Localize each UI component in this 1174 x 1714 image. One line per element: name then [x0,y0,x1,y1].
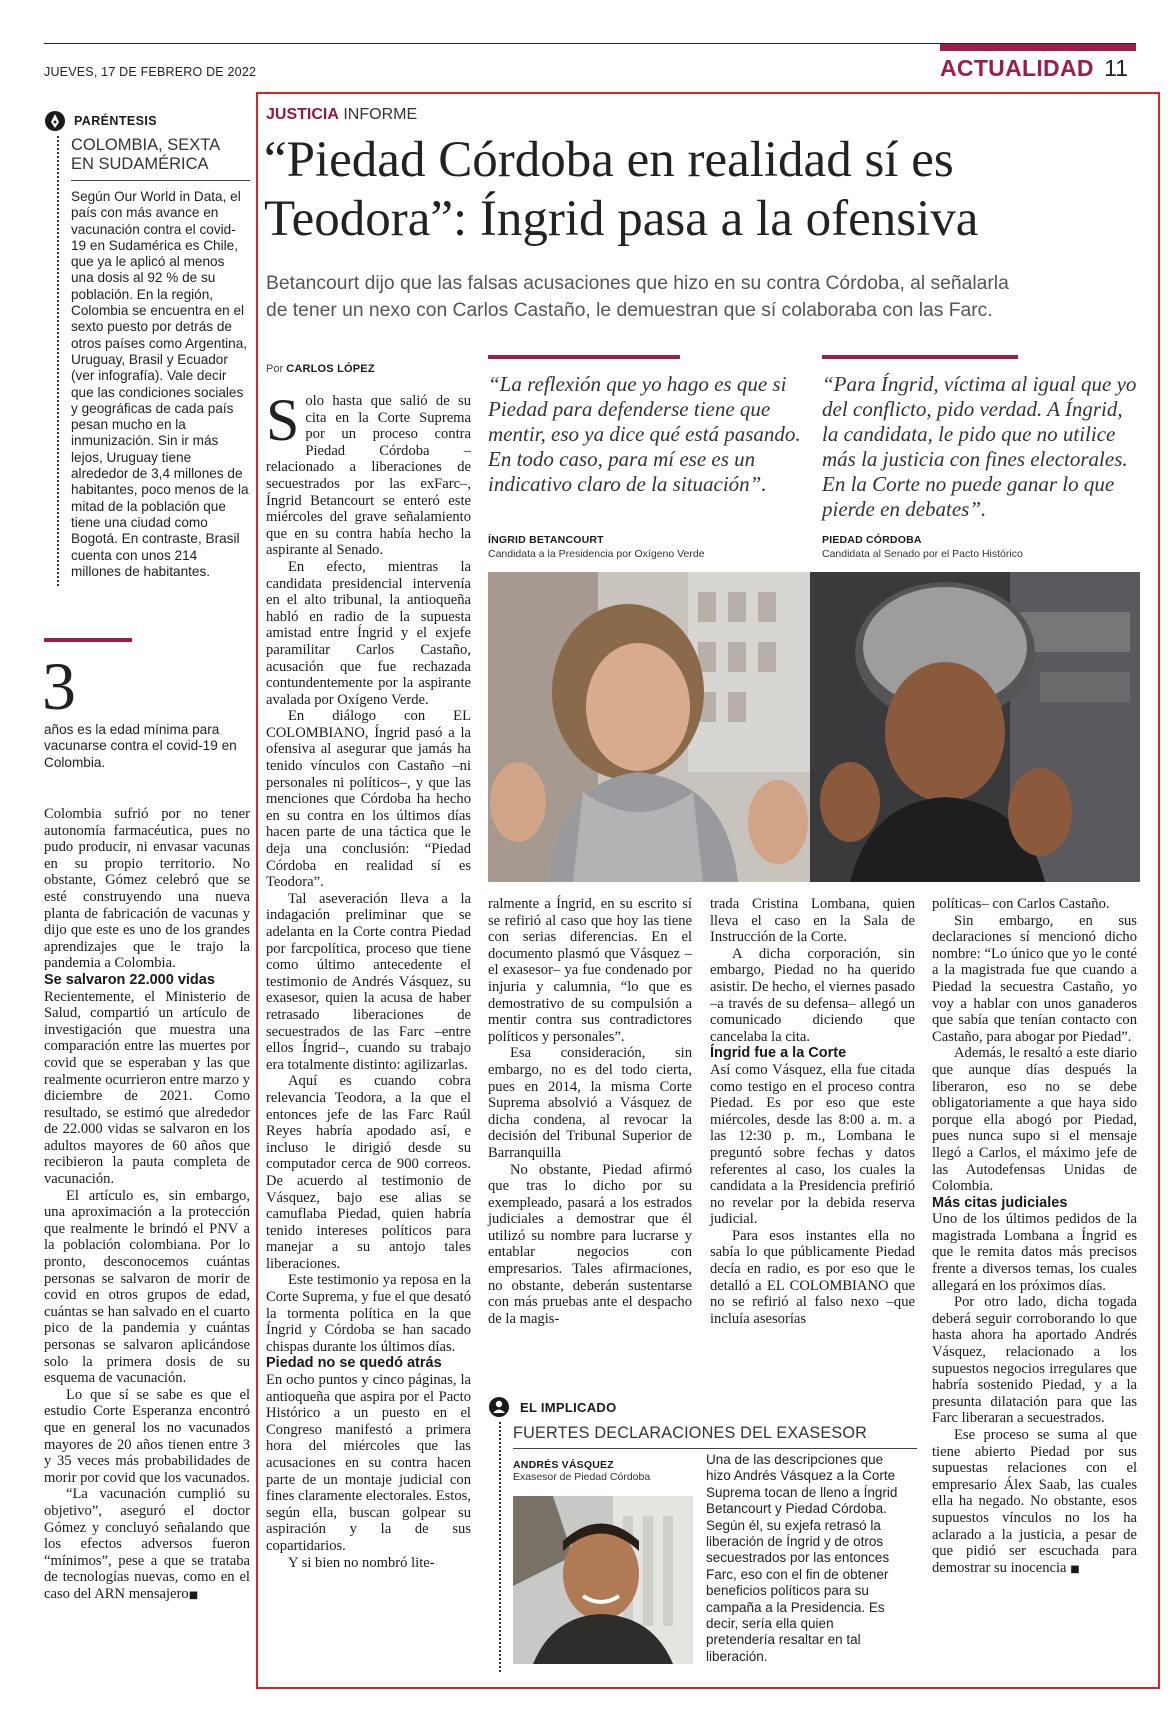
article-paragraph: Aquí es cuando cobra relevancia Teodora, a la que el entonces jefe de las Farc Raúl Reyes habría apodado así, e incluso le dirigió desde su computador cerca de 900 correos. De acuerdo al testimonio de Vásquez, bajo ese alias se camuflaba Piedad, quien habría tenido intereses políticos para manejar a su antojo tales liberaciones. [266,1073,471,1272]
big-number-caption: años es la edad mínima para vacunarse contra el covid-19 en Colombia. [44,722,237,770]
sidebar-column [44,806,250,1605]
kicker-type: INFORME [343,106,418,123]
quote-piedad-name: PIEDAD CÓRDOBA [822,534,922,546]
article-paragraph: ralmente a Íngrid, en su escrito sí se refirió al caso que hoy las tiene con serias diferencias. En el documento plasmó que Vásquez –el exasesor– ya fue condenado por injuria y calumnia, “lo que es demostrativo de su compulsión a mentir contra sus contradictores políticos y personales”. [488,896,692,1045]
byline-author: CARLOS LÓPEZ [286,363,375,375]
photo-ingrid-betancourt [488,572,810,882]
implicado-title-rule [513,1448,917,1449]
article-kicker [266,106,417,124]
article-subhead: Más citas judiciales [932,1194,1068,1211]
sidebar-paragraph: El artículo es, sin embargo, una aproximación a la protección que realmente le brindó el PNV a la población colombiana. Por lo pronto, desconocemos cuántas personas se salvaron de morir de covid en otros grupos de edad, cuántas se han salvado en el cuarto pico de la pandemia y cuántas personas se salvaron aplicándose solo la primera dosis de su esquema de vacunación. [44,1187,250,1387]
article-paragraph: Este testimonio ya reposa en la Corte Suprema, y fue el que desató la tormenta política en la que Íngrid y Córdoba se han sacado chispas durante los últimos días. [266,1272,471,1355]
implicado-role: Exasesor de Piedad Córdoba [513,1471,651,1483]
parentesis-dotted-border [57,136,250,586]
parentesis-box [44,110,250,586]
parentesis-title-line-2: EN SUDAMÉRICA [71,155,209,173]
article-paragraph: Uno de los últimos pedidos de la magistrada Lombana a Íngrid es que le remita datos más precisos frente a diversos temas, los cuales allegará en los próximos días. [932,1211,1137,1294]
header-date: JUEVES, 17 DE FEBRERO DE 2022 [44,65,257,79]
end-mark: ■ [1070,1563,1080,1575]
article-column-4 [932,896,1137,1578]
parentesis-text: Según Our World in Data, el país con más avance en vacunación contra el covid-19 en Sudamérica es Chile, que ya le aplicó al menos una dosis al 92 % de su población. En la región, Colombia se encuentra en el sexto puesto por detrás de otros países como Argentina, Uruguay, Brasil y Ecuador (ver infografía). Vale decir que las condiciones sociales y geográficas de cada país pesan mucho en la inmunización. Sin ir más lejos, Uruguay tiene alrededor de 3,4 millones de habitantes, poco menos de la mitad de la población que tiene una ciudad como Bogotá. En contraste, Brasil cuenta con unos 214 millones de habitantes. [71,189,249,579]
article-paragraph: trada Cristina Lombana, quien lleva el caso en la Sala de Instrucción de la Corte. [710,896,915,946]
article-paragraph: En diálogo con EL COLOMBIANO, Íngrid pasó a la ofensiva al asegurar que jamás ha tenido vínculos con Castaño –ni personales ni políticos–, y que las menciones que Córdoba ha hecho en su contra en los últimos días hacen parte de una táctica que le deja una conclusión: “Piedad Córdoba en realidad sí es Teodora”. [266,708,471,891]
article-paragraph: En efecto, mientras la candidata presidencial intervenía en el alto tribunal, la antioqueña habló en radio de la supuesta amistad entre Íngrid y el exjefe paramilitar Carlos Castaño, acusación que fue rechazada contundentemente por la aspirante avalada por Oxígeno Verde. [266,558,471,708]
quote-ingrid: “La reflexión que yo hago es que si Piedad para defenderse tiene que mentir, eso ya dice qué está pasando. En todo caso, para mí ese es un indicativo claro de la situación”. [488,372,801,496]
quote-piedad-role: Candidata al Senado por el Pacto Histórico [822,548,1023,560]
drop-cap: S [266,387,300,453]
implicado-box [488,1396,916,1680]
sidebar-paragraph: Colombia sufrió por no tener autonomía farmacéutica, pues no pudo producir, ni envasar vacunas en su propio territorio. No obstante, Gómez celebró que se esté construyendo una nueva planta de fabricación de vacunas y dijo que este es uno de los grandes aprendizajes que le trajo la pandemia a Colombia. [44,806,250,972]
article-paragraph: Sin embargo, en sus declaraciones sí mencionó dicho nombre: “Lo único que yo le conté a la magistrada fue que cuando a Piedad la secuestra Castaño, yo voy a hablar con unos ganaderos que sabía que tenían contacto con Castaño, para abogar por Piedad”. [932,912,1137,1045]
article-column-2 [488,896,692,1327]
deck-line-2: de tener un nexo con Carlos Castaño, le demuestran que sí colaboraba con las Farc. [266,300,993,321]
quote-ingrid-name: ÍNGRID BETANCOURT [488,534,604,546]
sidebar-paragraph: Recientemente, el Ministerio de Salud, compartió un artículo de investigación que muestra una comparación entre las muertes por covid que se esperaban y las que realmente ocurrieron entre marzo y diciembre de 2021. Como resultado, se estimó que alrededor de 22.000 vidas se salvaron en los adultos mayores de 60 años que recibieron la pauta completa de vacunación. [44,988,250,1188]
article-paragraph: Además, le resaltó a este diario que aunque días después la liberaron, eso no se debe obligatoriamente a que haya sido porque ella abogó por Piedad, pues nunca supo si el mensaje llegó a Carlos, el máximo jefe de las Autodefensas Unidas de Colombia. [932,1045,1137,1195]
article-paragraph-text: Ese proceso se suma al que tiene abierto Piedad por sus supuestas relaciones con el empresario Álex Saab, las cuales ella ha negado. No obstante, esos supuestos vínculos no los ha aclarado a la justicia, a pesar de que pidió ser escuchada para demostrar su inocencia [932,1427,1137,1576]
article-column-1 [266,387,471,1571]
section-tab-rule [940,44,1136,51]
article-paragraph [932,1427,1137,1578]
article-paragraph [266,387,471,559]
photo-andres-vasquez [513,1496,693,1664]
pen-nib-icon [44,110,66,132]
headline [264,131,1144,249]
implicado-title: FUERTES DECLARACIONES DEL EXASESOR [513,1424,868,1442]
quote-piedad: “Para Íngrid, víctima al igual que yo del conflicto, pido verdad. A Íngrid, la candidata, le pido que no utilice más la justicia con fines electorales. En la Corte no puede ganar lo que pierde en debates”. [822,372,1137,521]
implicado-label: EL IMPLICADO [520,1399,617,1415]
kicker-section: JUSTICIA [266,106,339,123]
photo-piedad-cordoba [810,572,1140,882]
sidebar-paragraph [44,1486,250,1604]
article-paragraph: No obstante, Piedad afirmó que tras lo dicho por su exempleado, pasará a los estrados judiciales a demostrar que él utilizó su nombre para lucrarse y entablar negocios con empresarios. Tales afirmaciones, no obstante, deberán sustentarse con más pruebas ante el despacho de la magis- [488,1161,692,1327]
article-paragraph: Por otro lado, dicha togada deberá seguir corroborando lo que hasta ahora ha aportado Andrés Vásquez, relacionado a los supuestos negocios irregulares que habría sostenido Piedad, y a la presunta dilatación para que las Farc liberaran a secuestrados. [932,1294,1137,1427]
parentesis-title-rule [71,180,250,181]
page-number: 11 [1104,55,1129,81]
article-subhead: Íngrid fue a la Corte [710,1045,847,1062]
end-mark: ■ [188,1589,199,1601]
quote1-rule [488,355,680,359]
sidebar-paragraph-text: “La vacunación cumplió su objetivo”, aseguró el doctor Gómez y concluyó señalando que los efectos adversos fueron “mínimos”, pese a que se trataba de tecnologías nuevas, como en el caso del ARN mensajero [44,1486,250,1602]
implicado-name: ANDRÉS VÁSQUEZ [513,1459,614,1471]
article-paragraph: políticas– con Carlos Castaño. [932,896,1110,912]
parentesis-label: PARÉNTESIS [74,114,157,128]
implicado-dotted-border [499,1422,916,1672]
byline [266,363,375,375]
article-subhead: Piedad no se quedó atrás [266,1355,442,1372]
article-paragraph: Así como Vásquez, ella fue citada como testigo en el proceso contra Piedad. Es por eso que este miércoles, desde las 8:00 a. m. a las 12:30 p. m., Lombana le preguntó sobre fechas y datos referentes al caso, los cuales la candidata a la Presidencia prefirió no revelar por la debida reserva judicial. [710,1061,915,1228]
article-paragraph: Para esos instantes ella no sabía lo que públicamente Piedad decía en radio, es por eso que le detalló a EL COLOMBIANO que no se refirió al falso nexo –que incluía asesorías [710,1227,915,1327]
byline-por: Por [266,363,284,375]
article-paragraph: En ocho puntos y cinco páginas, la antioqueña que aspira por el Pacto Histórico a un puesto en el Congreso manifestó a primera hora del miércoles que las acusaciones en su contra hacen parte de un montaje judicial con fines claramente electorales. Estos, según ella, buscan golpear su aspiración y la de sus copartidarios. [266,1372,471,1554]
parentesis-title-line-1: COLOMBIA, SEXTA [71,136,221,154]
headline-line-2: Teodora”: Íngrid pasa a la ofensiva [264,191,979,247]
article-paragraph: Tal aseveración lleva a la indagación preliminar que se adelanta en la Corte contra Piedad por farcpolítica, proceso que tiene como último antecedente el testimonio de Andrés Vásquez, su exasesor, quien la acusa de haber retrasado liberaciones de secuestrados de las Farc –entre ellos Íngrid–, cuando su trabajo era totalmente distinto: agilizarlas. [266,890,471,1073]
article-paragraph-text: olo hasta que salió de su cita en la Corte Suprema por un proceso contra Piedad Córdoba –relacionado a liberaciones de secuestrados por las exFarc–, Íngrid Betancourt se enteró este miércoles del grave señalamiento que en su contra había hecho la aspirante al Senado. [266,393,471,559]
sidebar-paragraph: Lo que sí se sabe es que el estudio Corte Esperanza encontró que en general los no vacunados mayores de 20 años tienen entre 3 y 35 veces más probabilidades de morir por covid que los vacunados. [44,1386,250,1486]
article-paragraph: A dicha corporación, sin embargo, Piedad no ha querido asistir. De hecho, el viernes pasado –a través de su defensa– allegó un comunicado diciendo que cancelaba la cita. [710,945,915,1045]
quote2-rule [822,355,1018,359]
person-icon [488,1396,510,1418]
implicado-text: Una de las descripciones que hizo Andrés Vásquez a la Corte Suprema tocan de lleno a Íngrid Betancourt y Piedad Córdoba. Según él, su exjefa retrasó la liberación de Íngrid y de otros secuestrados por las entonces Farc, eso con el fin de obtener beneficios políticos para su campaña a la Presidencia. Es decir, sería ella quien pretendería resaltar en tal liberación. [706,1452,898,1664]
section-title [940,54,1128,82]
article-paragraph: Esa consideración, sin embargo, no es del todo cierta, pues en 2014, la misma Corte Suprema absolvió a Vásquez de dicha condena, al revocar la decisión del Tribunal Superior de Barranquilla [488,1045,692,1161]
headline-line-1: “Piedad Córdoba en realidad sí es [264,132,954,188]
quote-ingrid-role: Candidata a la Presidencia por Oxígeno Verde [488,548,705,560]
section-name: ACTUALIDAD [940,55,1094,81]
article-deck [266,270,1146,324]
big-number-rule [44,638,132,642]
article-column-3 [710,896,915,1327]
deck-line-1: Betancourt dijo que las falsas acusaciones que hizo en su contra Córdoba, al señalarla [266,273,1009,294]
big-number: 3 [42,648,76,724]
parentesis-title [71,136,250,174]
article-paragraph: Y si bien no nombró lite- [288,1554,435,1571]
sidebar-subhead: Se salvaron 22.000 vidas [44,971,215,988]
